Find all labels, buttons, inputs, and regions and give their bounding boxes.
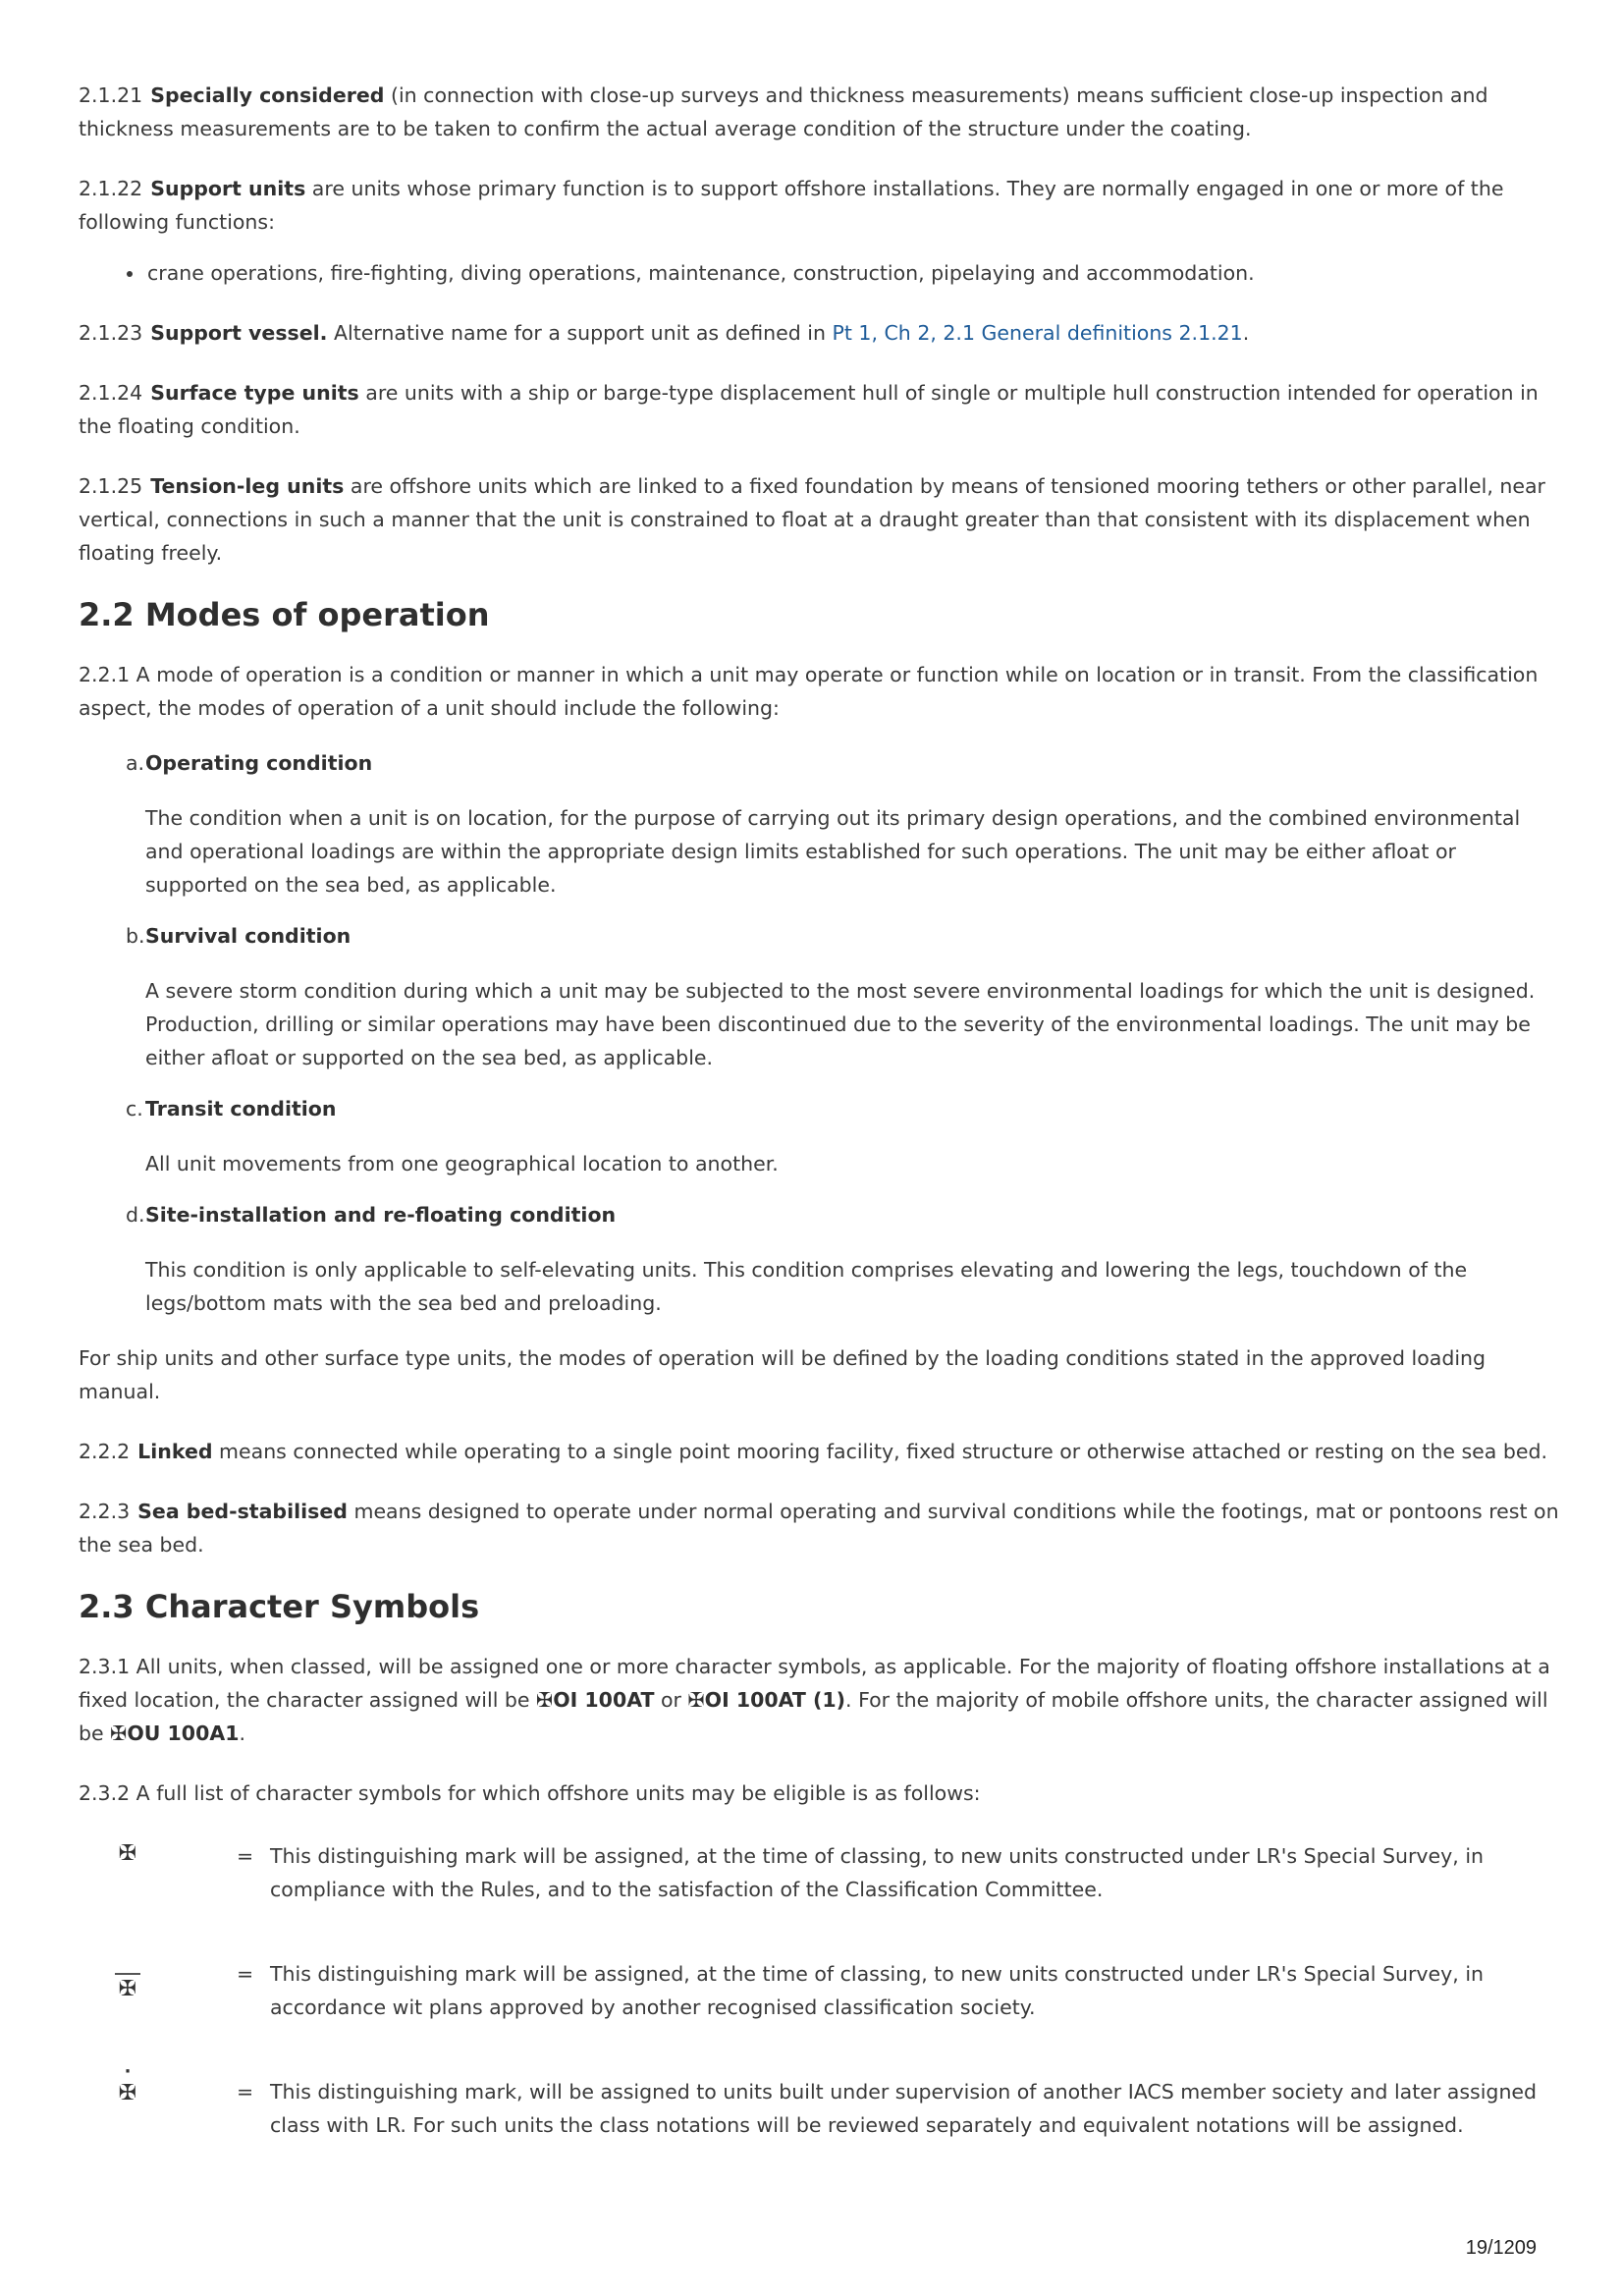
dotted-maltese-cross-icon bbox=[108, 2081, 147, 2105]
defined-term: Support vessel. bbox=[150, 321, 328, 345]
modes-list bbox=[79, 746, 1561, 1320]
mode-letter: a. bbox=[126, 751, 145, 775]
mode-title: Survival condition bbox=[145, 924, 351, 948]
text-run: . For the majority of mobile offshore units, the character assigned will be bbox=[79, 1688, 1548, 1745]
section-heading-character-symbols: 2.3 Character Symbols bbox=[79, 1588, 480, 1625]
defined-term: Specially considered bbox=[150, 83, 385, 107]
symbol-row bbox=[79, 1957, 1561, 2075]
clause-number: 2.2.2 bbox=[79, 1440, 131, 1463]
definition-2-1-22 bbox=[79, 172, 1561, 239]
equals-sign: = bbox=[237, 1962, 254, 1986]
barred-maltese-cross-icon bbox=[108, 1977, 147, 2001]
definition-2-1-25 bbox=[79, 469, 1561, 570]
character-symbol: ✠OI 100AT (1) bbox=[687, 1688, 846, 1712]
definition-2-1-24 bbox=[79, 376, 1561, 443]
character-symbols-intro bbox=[79, 1650, 1561, 1750]
defined-term: Surface type units bbox=[150, 381, 359, 405]
definition-text: are units with a ship or barge-type displacement hull of single or multiple hull construction intended for operation in the floating condition. bbox=[79, 381, 1539, 438]
clause-number: 2.1.24 bbox=[79, 381, 143, 405]
cross-glyph: · ✠ bbox=[119, 2081, 136, 2105]
text-run: or bbox=[654, 1688, 688, 1712]
defined-term: Sea bed-stabilised bbox=[137, 1500, 348, 1523]
mode-title: Transit condition bbox=[145, 1097, 337, 1121]
equals-sign: = bbox=[237, 1844, 254, 1868]
defined-term: Linked bbox=[137, 1440, 213, 1463]
symbol-description: This distinguishing mark, will be assigned to units built under supervision of another IACS member society and later assigned class with LR. For such units the class notations will be reviewed separately and equivalent notations will be assigned. bbox=[270, 2080, 1538, 2137]
definition-text: Alternative name for a support unit as defined in bbox=[327, 321, 833, 345]
clause-number: 2.1.21 bbox=[79, 83, 143, 107]
character-symbol: ✠OI 100AT bbox=[536, 1688, 655, 1712]
mode-item bbox=[79, 1198, 1561, 1320]
definition-2-1-23 bbox=[79, 316, 1561, 350]
definition-text: are offshore units which are linked to a fixed foundation by means of tensioned mooring tethers or other parallel, near vertical, connections in such a manner that the unit is constrained to float at a draught greater than that consistent with its displacement when floating freely. bbox=[79, 474, 1545, 565]
definition-text-end: . bbox=[1242, 321, 1250, 345]
mode-title: Site-installation and re-floating condition bbox=[145, 1203, 617, 1227]
symbol-row bbox=[79, 2075, 1561, 2193]
definition-text: means designed to operate under normal operating and survival conditions while the footings, mat or pontoons rest on the sea bed. bbox=[79, 1500, 1559, 1557]
cross-reference-link[interactable]: Pt 1, Ch 2, 2.1 General definitions 2.1.21 bbox=[832, 321, 1243, 345]
mode-description: All unit movements from one geographical location to another. bbox=[145, 1152, 779, 1175]
clause-number: 2.1.22 bbox=[79, 177, 143, 200]
defined-term: Tension-leg units bbox=[150, 474, 345, 498]
modes-intro: 2.2.1 A mode of operation is a condition or manner in which a unit may operate or function while on location or in transit. From the classification aspect, the modes of operation of a unit should include the following: bbox=[79, 663, 1539, 720]
mode-letter: d. bbox=[126, 1203, 145, 1227]
clause-number: 2.1.25 bbox=[79, 474, 143, 498]
defined-term: Support units bbox=[150, 177, 306, 200]
mode-title: Operating condition bbox=[145, 751, 373, 775]
definition-text: (in connection with close-up surveys and thickness measurements) means sufficient close-up inspection and thickness measurements are to be taken to confirm the actual average condition of the structure under the coating. bbox=[79, 83, 1488, 140]
mode-description: This condition is only applicable to self-elevating units. This condition comprises elevating and lowering the legs, touchdown of the legs/bottom mats with the sea bed and preloading. bbox=[145, 1258, 1468, 1315]
mode-item bbox=[79, 746, 1561, 902]
list-item: • crane operations, fire-fighting, diving operations, maintenance, construction, pipelaying and accommodation. bbox=[145, 256, 1561, 290]
document-page bbox=[79, 79, 1561, 2193]
text-run: 2.3.1 All units, when classed, will be assigned one or more character symbols, as applicable. For the majority of floating offshore installations at a fixed location, the character assigned will be bbox=[79, 1655, 1550, 1712]
maltese-cross-icon: ✠ bbox=[118, 1841, 137, 1866]
mode-letter: b. bbox=[126, 924, 145, 948]
symbol-description: This distinguishing mark will be assigned, at the time of classing, to new units constructed under LR's Special Survey, in accordance wit plans approved by another recognised classification society. bbox=[270, 1962, 1485, 2019]
mode-description: A severe storm condition during which a unit may be subjected to the most severe environmental loadings for which the unit is designed. Production, drilling or similar operations may have been discontinued due to the severity of the environmental loadings. The unit may be either afloat or supported on the sea bed, as applicable. bbox=[145, 979, 1536, 1069]
definition-2-2-2 bbox=[79, 1435, 1561, 1468]
clause-number: 2.1.23 bbox=[79, 321, 143, 345]
definition-text: means connected while operating to a single point mooring facility, fixed structure or otherwise attached or resting on the sea bed. bbox=[212, 1440, 1547, 1463]
symbol-description: This distinguishing mark will be assigned, at the time of classing, to new units constructed under LR's Special Survey, in compliance with the Rules, and to the satisfaction of the Classification Committee. bbox=[270, 1844, 1485, 1901]
section-heading-modes: 2.2 Modes of operation bbox=[79, 596, 490, 633]
modes-closing: For ship units and other surface type units, the modes of operation will be defined by the loading conditions stated in the approved loading manual. bbox=[79, 1346, 1487, 1403]
mode-letter: c. bbox=[126, 1097, 143, 1121]
definition-2-2-3 bbox=[79, 1495, 1561, 1561]
page-number: 19/1209 bbox=[1465, 2237, 1537, 2259]
definition-2-1-21 bbox=[79, 79, 1561, 145]
symbol-row bbox=[79, 1839, 1561, 1957]
equals-sign: = bbox=[237, 2080, 254, 2104]
symbol-list-intro: 2.3.2 A full list of character symbols for which offshore units may be eligible is as follows: bbox=[79, 1781, 981, 1805]
symbol-definitions bbox=[79, 1839, 1561, 2193]
clause-number: 2.2.3 bbox=[79, 1500, 131, 1523]
text-run: . bbox=[239, 1722, 245, 1745]
cross-glyph: ✠ bbox=[118, 1977, 137, 2001]
definition-text: are units whose primary function is to support offshore installations. They are normally engaged in one or more of the following functions: bbox=[79, 177, 1504, 234]
mode-item bbox=[79, 919, 1561, 1074]
support-functions-list bbox=[79, 256, 1561, 290]
mode-item bbox=[79, 1092, 1561, 1180]
mode-description: The condition when a unit is on location, for the purpose of carrying out its primary design operations, and the combined environmental and operational loadings are within the appropriate design limits established for such operations. The unit may be either afloat or supported on the sea bed, as applicable. bbox=[145, 806, 1521, 897]
character-symbol: ✠OU 100A1 bbox=[110, 1722, 240, 1745]
